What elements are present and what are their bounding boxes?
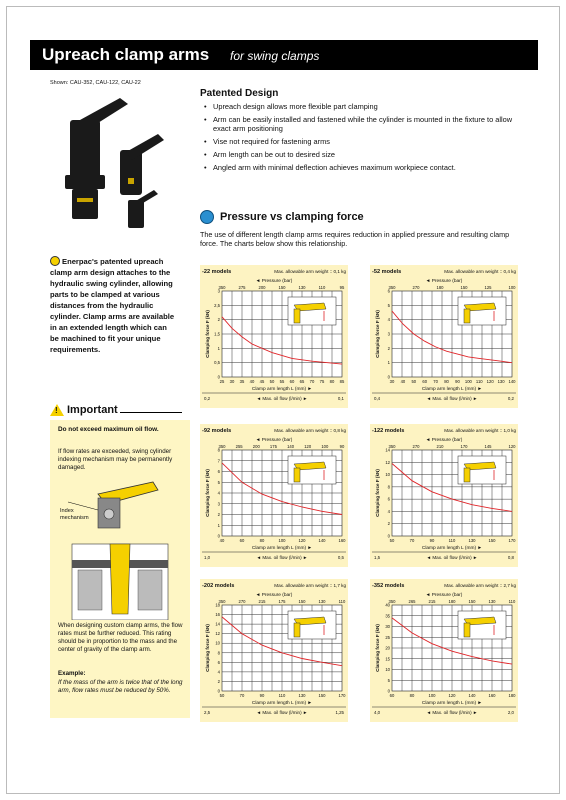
chart-y-tick: 2 bbox=[387, 521, 390, 527]
chart-model-label: -92 models bbox=[202, 428, 232, 434]
chart-x-tick: 80 bbox=[409, 693, 415, 698]
important-heading bbox=[50, 404, 190, 418]
chart-352 bbox=[370, 579, 518, 722]
title-bar bbox=[30, 40, 538, 70]
chart-top-tick: 120 bbox=[304, 444, 312, 449]
chart-flow-left: 1,0 bbox=[204, 555, 211, 560]
chart-svg bbox=[370, 424, 518, 567]
arm-post-icon bbox=[294, 623, 300, 637]
chart-top-tick: 350 bbox=[218, 444, 226, 449]
chart-top-tick: 175 bbox=[278, 599, 286, 604]
product-photo bbox=[50, 90, 176, 240]
chart-top-tick: 215 bbox=[428, 599, 436, 604]
bullet-item: • Vise not required for fastening arms bbox=[204, 137, 524, 146]
warning-damage: If flow rates are exceeded, swing cylinder indexing mechanism may be permanently damaged. bbox=[58, 448, 173, 471]
chart-max-weight: Max. allowable arm weight :: 1,7 kg bbox=[274, 583, 346, 588]
chart-y-tick: 2 bbox=[387, 345, 390, 351]
chart-x-tick: 100 bbox=[278, 538, 286, 543]
chart-model-label: -352 models bbox=[372, 583, 405, 589]
chart-y-tick: 6 bbox=[387, 288, 390, 294]
chart-top-tick: 100 bbox=[321, 444, 329, 449]
chart-y-tick: 0 bbox=[387, 374, 390, 380]
chart-y-tick: 1 bbox=[217, 522, 220, 528]
chart-y-tick: 0 bbox=[217, 688, 220, 694]
chart-top-tick: 350 bbox=[388, 285, 396, 290]
chart-x-tick: 120 bbox=[298, 538, 306, 543]
chart-x-tick: 90 bbox=[429, 538, 435, 543]
chart-x-tick: 25 bbox=[219, 379, 225, 384]
chart-x-tick: 130 bbox=[298, 693, 306, 698]
chart-y-tick: 1,5 bbox=[214, 331, 220, 337]
chart-y-tick: 18 bbox=[215, 602, 220, 608]
chart-y-tick: 12 bbox=[385, 459, 390, 465]
chart-top-tick: 265 bbox=[408, 599, 416, 604]
design-note: When designing custom clamp arms, the flow rates must be further reduced. This rating should be in proportion to the mass and the center of gravity of the clamp arm. bbox=[58, 622, 183, 653]
chart-flow-label: ◄ Max. oil flow (l/min) ► bbox=[426, 710, 478, 715]
chart-x-tick: 110 bbox=[475, 379, 483, 384]
chart-x-label: Clamp arm length L (mm) ► bbox=[421, 387, 483, 392]
arm-post-icon bbox=[294, 309, 300, 323]
chart-top-tick: 275 bbox=[238, 285, 246, 290]
chart-x-tick: 75 bbox=[319, 379, 325, 384]
chart-top-tick: 130 bbox=[318, 599, 326, 604]
chart-y-tick: 0 bbox=[387, 688, 390, 694]
chart-x-tick: 80 bbox=[444, 379, 449, 384]
chart-flow-left: 1,5 bbox=[374, 555, 381, 560]
chart-flow-right: 0,8 bbox=[507, 555, 514, 560]
chart-y-tick: 2 bbox=[217, 512, 220, 517]
chart-top-tick: 350 bbox=[218, 599, 226, 604]
chart-x-tick: 45 bbox=[259, 379, 265, 384]
chart-top-tick: 350 bbox=[218, 285, 226, 290]
chart-y-tick: 14 bbox=[385, 447, 390, 453]
chart-x-tick: 50 bbox=[269, 379, 275, 384]
chart-y-tick: 0 bbox=[217, 533, 220, 539]
index-mechanism-label: Index mechanism bbox=[60, 508, 89, 521]
chart-x-tick: 85 bbox=[339, 379, 345, 384]
arm-post-icon bbox=[464, 309, 470, 323]
bullet-item: • Upreach design allows more flexible part clamping bbox=[204, 102, 524, 111]
chart-x-tick: 90 bbox=[259, 693, 265, 698]
chart-top-tick: 110 bbox=[318, 285, 326, 290]
chart-top-tick: 180 bbox=[448, 599, 456, 604]
chart-flow-left: 2,5 bbox=[204, 710, 211, 715]
patented-title: Patented Design bbox=[200, 88, 279, 99]
chart-top-tick: 270 bbox=[412, 444, 420, 449]
chart-x-tick: 110 bbox=[448, 538, 456, 543]
chart-top-tick: 180 bbox=[436, 285, 444, 290]
chart-top-tick: 200 bbox=[258, 285, 266, 290]
chart-top-tick: 215 bbox=[258, 599, 266, 604]
chart-x-tick: 50 bbox=[219, 693, 225, 698]
chart-x-tick: 130 bbox=[468, 538, 476, 543]
chart-top-tick: 90 bbox=[339, 444, 345, 449]
chart-x-tick: 160 bbox=[488, 693, 496, 698]
chart-y-label: Clamping force F (kN) bbox=[205, 469, 210, 517]
chart-y-tick: 8 bbox=[217, 447, 220, 453]
chart-y-tick: 0,5 bbox=[214, 360, 220, 366]
patented-bullets bbox=[204, 102, 524, 176]
chart-pressure-label: ◄ Pressure (bar) bbox=[255, 438, 293, 443]
chart-model-label: -52 models bbox=[372, 269, 402, 275]
chart-x-tick: 70 bbox=[433, 379, 438, 384]
chart-x-tick: 35 bbox=[239, 379, 245, 384]
chart-max-weight: Max. allowable arm weight :: 2,7 kg bbox=[444, 583, 516, 588]
chart-y-label: Clamping force F (kN) bbox=[205, 624, 210, 672]
chart-top-tick: 170 bbox=[460, 444, 468, 449]
chart-top-tick: 150 bbox=[278, 285, 286, 290]
chart-y-tick: 5 bbox=[387, 302, 390, 308]
chart-top-tick: 125 bbox=[484, 285, 492, 290]
chart-x-tick: 150 bbox=[488, 538, 496, 543]
chart-x-tick: 40 bbox=[249, 379, 255, 384]
chart-y-tick: 6 bbox=[217, 659, 220, 665]
chart-flow-right: 1,25 bbox=[335, 710, 344, 715]
gauge-icon bbox=[200, 210, 214, 224]
chart-top-tick: 110 bbox=[338, 599, 346, 604]
chart-model-label: -22 models bbox=[202, 269, 232, 275]
chart-x-tick: 70 bbox=[309, 379, 315, 384]
chart-top-tick: 200 bbox=[252, 444, 260, 449]
chart-y-tick: 6 bbox=[217, 469, 220, 474]
chart-y-tick: 25 bbox=[385, 634, 390, 640]
chart-top-tick: 130 bbox=[488, 599, 496, 604]
pressure-heading bbox=[200, 210, 520, 226]
chart-x-tick: 130 bbox=[497, 379, 505, 384]
chart-y-tick: 3 bbox=[217, 501, 220, 507]
chart-y-tick: 0 bbox=[217, 374, 220, 380]
chart-flow-label: ◄ Max. oil flow (l/min) ► bbox=[426, 555, 478, 560]
chart-x-tick: 55 bbox=[279, 379, 285, 384]
chart-y-tick: 4 bbox=[387, 508, 390, 514]
chart-x-tick: 60 bbox=[289, 379, 295, 384]
intro-paragraph: Enerpac's patented upreach clamp arm design attaches to the hydraulic swing cylinder, allowing parts to be clamped at various distances from the hydraulic cylinder. Clamp arms are available in an extended length which can be machined to fit your unique requirements. bbox=[50, 257, 175, 354]
chart-top-tick: 175 bbox=[269, 444, 277, 449]
chart-x-tick: 150 bbox=[318, 693, 326, 698]
chart-x-tick: 60 bbox=[422, 379, 428, 384]
chart-top-tick: 210 bbox=[436, 444, 444, 449]
example-text: If the mass of the arm is twice that of the long arm, flow rates must be reduced by 50%. bbox=[58, 679, 183, 694]
chart-svg bbox=[200, 265, 348, 408]
chart-x-tick: 90 bbox=[455, 379, 460, 384]
chart-pressure-label: ◄ Pressure (bar) bbox=[425, 279, 463, 284]
arm-post-icon bbox=[464, 623, 470, 637]
chart-max-weight: Max. allowable arm weight :: 0,1 kg bbox=[274, 269, 346, 274]
chart-y-tick: 1 bbox=[217, 345, 220, 351]
important-label: Important bbox=[67, 404, 118, 416]
chart-y-tick: 6 bbox=[387, 496, 390, 502]
heading-rule bbox=[120, 412, 182, 413]
chart-flow-left: 0,4 bbox=[374, 396, 381, 401]
index-mechanism-illustration bbox=[58, 474, 182, 620]
chart-y-tick: 3 bbox=[217, 288, 220, 294]
chart-x-label: Clamp arm length L (mm) ► bbox=[421, 701, 483, 706]
intro-text bbox=[50, 256, 176, 355]
warning-icon: ! bbox=[50, 404, 64, 416]
chart-y-tick: 2 bbox=[217, 678, 220, 684]
chart-x-tick: 140 bbox=[468, 693, 476, 698]
chart-x-tick: 70 bbox=[239, 693, 245, 698]
chart-flow-label: ◄ Max. oil flow (l/min) ► bbox=[256, 710, 308, 715]
chart-y-tick: 20 bbox=[385, 645, 390, 651]
page-title: Upreach clamp arms bbox=[42, 45, 210, 64]
chart-top-tick: 150 bbox=[468, 599, 476, 604]
chart-x-tick: 70 bbox=[409, 538, 415, 543]
chart-svg bbox=[200, 424, 348, 567]
chart-x-label: Clamp arm length L (mm) ► bbox=[251, 701, 313, 706]
arm-post-icon bbox=[464, 468, 470, 482]
chart-y-label: Clamping force F (kN) bbox=[375, 624, 380, 672]
chart-x-label: Clamp arm length L (mm) ► bbox=[251, 546, 313, 551]
chart-top-tick: 140 bbox=[287, 444, 295, 449]
chart-top-tick: 350 bbox=[388, 444, 396, 449]
chart-x-tick: 50 bbox=[389, 538, 395, 543]
bullet-item: • Angled arm with minimal deflection achieves maximum workpiece contact. bbox=[204, 163, 524, 172]
chart-x-tick: 100 bbox=[428, 693, 436, 698]
chart-22 bbox=[200, 265, 348, 408]
chart-y-tick: 4 bbox=[217, 490, 220, 496]
warning-flow: Do not exceed maximum oil flow. bbox=[58, 426, 159, 433]
chart-y-tick: 0 bbox=[387, 533, 390, 539]
chart-flow-left: 4,0 bbox=[374, 710, 381, 715]
chart-top-tick: 150 bbox=[460, 285, 468, 290]
chart-x-tick: 160 bbox=[338, 538, 346, 543]
chart-flow-label: ◄ Max. oil flow (l/min) ► bbox=[256, 555, 308, 560]
chart-y-tick: 5 bbox=[217, 479, 220, 485]
chart-y-label: Clamping force F (kN) bbox=[375, 469, 380, 517]
chart-x-tick: 60 bbox=[389, 693, 395, 698]
chart-y-tick: 10 bbox=[385, 472, 390, 478]
chart-y-tick: 4 bbox=[387, 317, 390, 323]
important-box bbox=[50, 420, 190, 718]
pressure-desc: The use of different length clamp arms requires reduction in applied pressure and resulting clamp force. The charts below show this relationship. bbox=[200, 230, 510, 248]
chart-pressure-label: ◄ Pressure (bar) bbox=[255, 593, 293, 598]
chart-y-tick: 2 bbox=[217, 317, 220, 323]
chart-x-tick: 120 bbox=[448, 693, 456, 698]
chart-x-label: Clamp arm length L (mm) ► bbox=[421, 546, 483, 551]
chart-svg bbox=[370, 265, 518, 408]
chart-flow-label: ◄ Max. oil flow (l/min) ► bbox=[256, 396, 308, 401]
chart-top-tick: 95 bbox=[339, 285, 345, 290]
chart-flow-left: 0,2 bbox=[204, 396, 211, 401]
chart-top-tick: 270 bbox=[412, 285, 420, 290]
chart-x-tick: 65 bbox=[299, 379, 305, 384]
chart-y-tick: 16 bbox=[215, 612, 220, 618]
chart-y-tick: 10 bbox=[385, 667, 390, 672]
chart-y-label: Clamping force F (kN) bbox=[205, 310, 210, 358]
chart-max-weight: Max. allowable arm weight :: 1,0 kg bbox=[444, 428, 516, 433]
chart-y-tick: 8 bbox=[217, 650, 220, 656]
chart-top-tick: 130 bbox=[298, 285, 306, 290]
chart-flow-right: 2,0 bbox=[507, 710, 514, 715]
chart-svg bbox=[370, 579, 518, 722]
chart-top-tick: 255 bbox=[235, 444, 243, 449]
chart-flow-label: ◄ Max. oil flow (l/min) ► bbox=[426, 396, 478, 401]
chart-y-tick: 12 bbox=[215, 631, 220, 637]
chart-y-tick: 40 bbox=[385, 602, 390, 608]
info-bubble-icon bbox=[50, 256, 60, 266]
chart-202 bbox=[200, 579, 348, 722]
chart-top-tick: 145 bbox=[484, 444, 492, 449]
chart-y-tick: 10 bbox=[215, 640, 220, 646]
chart-y-tick: 30 bbox=[385, 624, 390, 629]
chart-y-tick: 14 bbox=[215, 621, 220, 627]
chart-flow-right: 0,5 bbox=[337, 555, 344, 560]
chart-top-tick: 350 bbox=[388, 599, 396, 604]
chart-92 bbox=[200, 424, 348, 567]
chart-top-tick: 100 bbox=[508, 285, 516, 290]
chart-x-label: Clamp arm length L (mm) ► bbox=[251, 387, 313, 392]
chart-y-tick: 8 bbox=[387, 484, 390, 490]
chart-y-tick: 15 bbox=[385, 656, 390, 662]
chart-122 bbox=[370, 424, 518, 567]
chart-x-tick: 110 bbox=[278, 693, 286, 698]
chart-x-tick: 170 bbox=[338, 693, 346, 698]
chart-y-tick: 3 bbox=[387, 331, 390, 337]
chart-pressure-label: ◄ Pressure (bar) bbox=[425, 593, 463, 598]
bullet-item: • Arm length can be out to desired size bbox=[204, 150, 524, 159]
chart-top-tick: 120 bbox=[508, 444, 516, 449]
chart-x-tick: 140 bbox=[508, 379, 516, 384]
arm-post-icon bbox=[294, 468, 300, 482]
chart-pressure-label: ◄ Pressure (bar) bbox=[425, 438, 463, 443]
chart-y-tick: 1 bbox=[387, 360, 390, 366]
chart-x-tick: 80 bbox=[259, 538, 265, 543]
chart-x-tick: 50 bbox=[411, 379, 417, 384]
chart-x-tick: 140 bbox=[318, 538, 326, 543]
chart-pressure-label: ◄ Pressure (bar) bbox=[255, 279, 293, 284]
example-label: Example: bbox=[58, 670, 86, 677]
chart-model-label: -122 models bbox=[372, 428, 405, 434]
shown-caption: Shown: CAU-352, CAU-122, CAU-22 bbox=[50, 80, 141, 86]
chart-x-tick: 120 bbox=[486, 379, 494, 384]
chart-x-tick: 30 bbox=[389, 379, 395, 384]
chart-top-tick: 150 bbox=[298, 599, 306, 604]
chart-x-tick: 30 bbox=[229, 379, 235, 384]
chart-svg bbox=[200, 579, 348, 722]
chart-y-label: Clamping force F (kN) bbox=[375, 310, 380, 358]
chart-y-tick: 2,5 bbox=[214, 302, 220, 308]
chart-x-tick: 180 bbox=[508, 693, 516, 698]
chart-x-tick: 40 bbox=[400, 379, 406, 384]
chart-x-tick: 80 bbox=[329, 379, 335, 384]
chart-y-tick: 4 bbox=[217, 669, 220, 675]
chart-x-tick: 40 bbox=[219, 538, 225, 543]
chart-x-tick: 100 bbox=[464, 379, 472, 384]
pressure-title: Pressure vs clamping force bbox=[220, 211, 364, 223]
chart-y-tick: 5 bbox=[387, 677, 390, 683]
chart-y-tick: 35 bbox=[385, 613, 390, 619]
chart-x-tick: 170 bbox=[508, 538, 516, 543]
chart-top-tick: 270 bbox=[238, 599, 246, 604]
chart-top-tick: 110 bbox=[508, 599, 516, 604]
bullet-item: • Arm can be easily installed and fastened while the cylinder is mounted in the fixture to allow exact arm positioning bbox=[204, 115, 524, 133]
chart-model-label: -202 models bbox=[202, 583, 235, 589]
chart-y-tick: 7 bbox=[217, 458, 220, 464]
chart-52 bbox=[370, 265, 518, 408]
chart-flow-right: 0,1 bbox=[337, 396, 344, 401]
chart-x-tick: 60 bbox=[239, 538, 245, 543]
chart-flow-right: 0,2 bbox=[507, 396, 514, 401]
chart-max-weight: Max. allowable arm weight :: 0,4 kg bbox=[444, 269, 516, 274]
chart-max-weight: Max. allowable arm weight :: 0,8 kg bbox=[274, 428, 346, 433]
page-subtitle: for swing clamps bbox=[230, 49, 320, 63]
